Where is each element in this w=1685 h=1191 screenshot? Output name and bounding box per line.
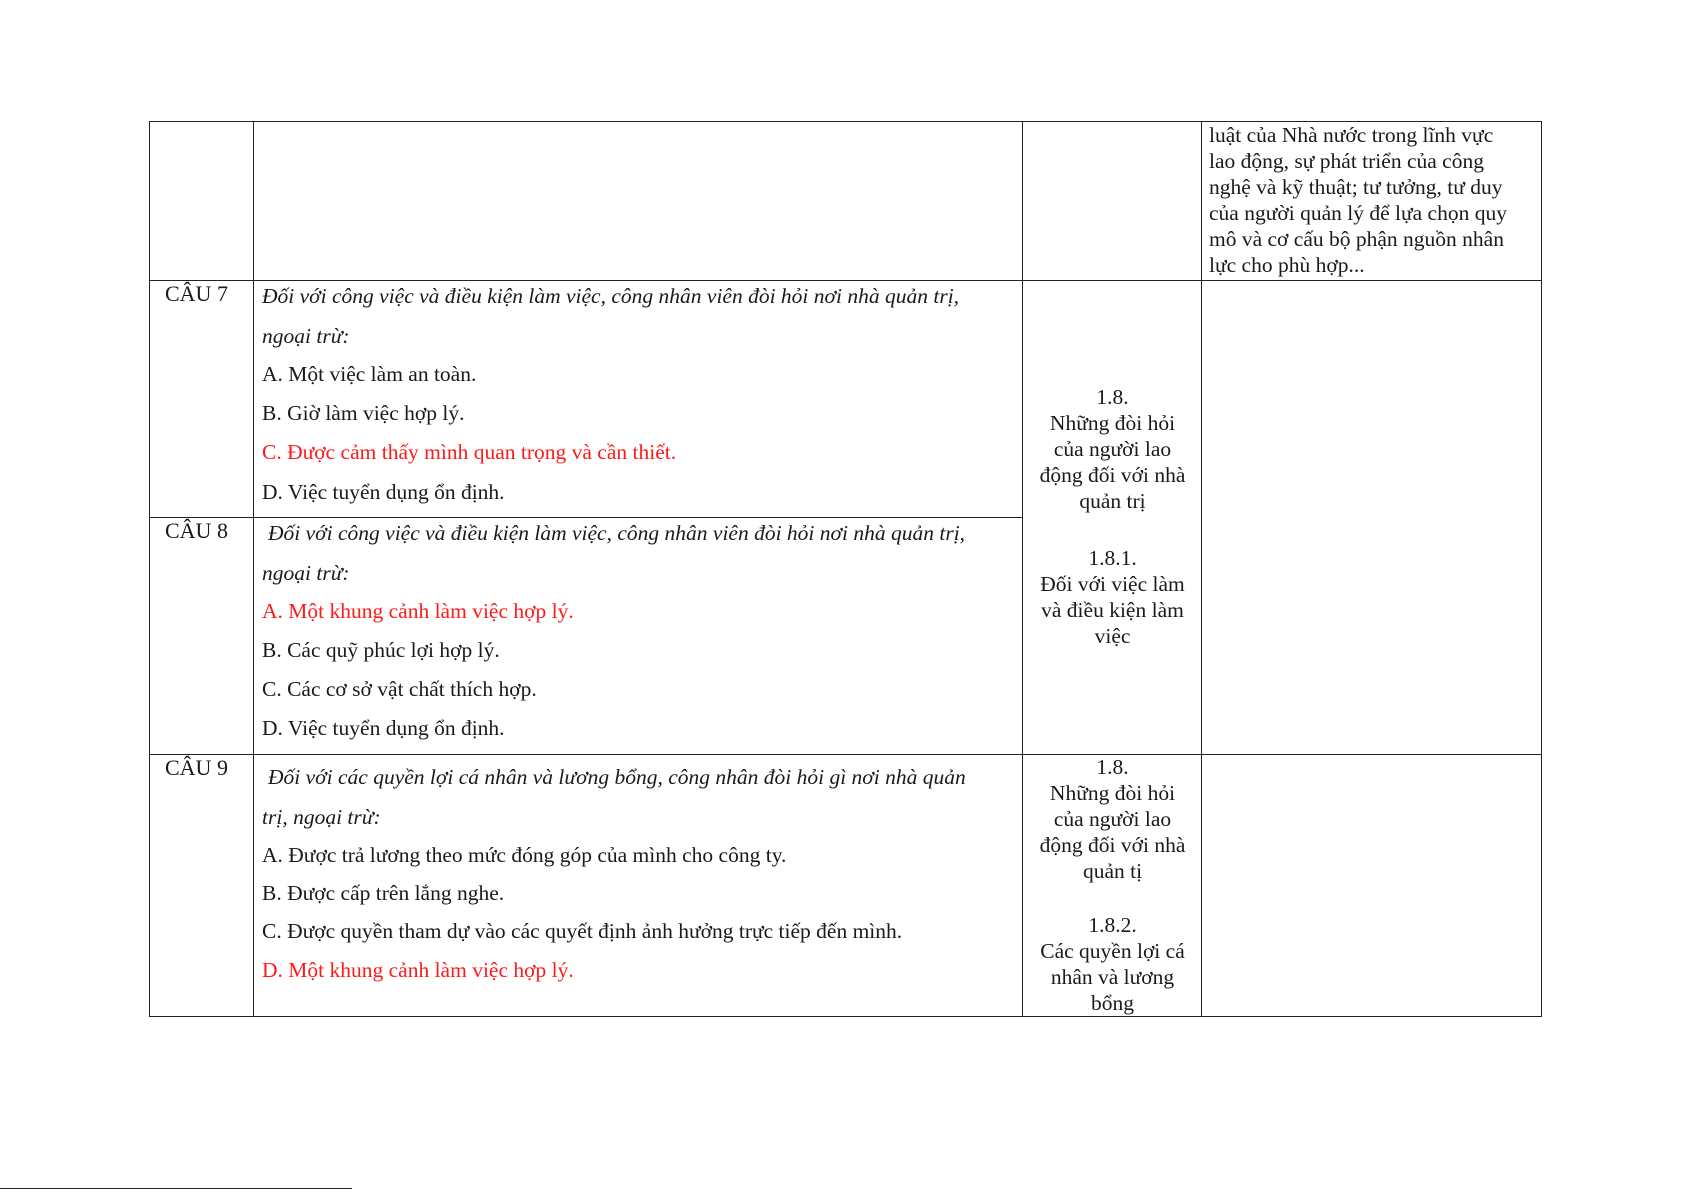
note-line: luật của Nhà nước trong lĩnh vực (1209, 123, 1494, 147)
stem-line: trị, ngoại trừ: (262, 805, 381, 829)
option-d: D. Việc tuyển dụng ổn định. (262, 480, 505, 504)
section-title-line: Những đòi hỏi (1049, 781, 1176, 805)
stem-line: ngoại trừ: (262, 561, 350, 585)
row-divider (150, 754, 1541, 755)
section-number: 1.8. (1096, 755, 1129, 779)
question-block (262, 757, 1012, 982)
subsection-title-line: bổng (1091, 991, 1134, 1015)
subsection-number: 1.8.1. (1088, 546, 1137, 570)
question-stem (262, 276, 1012, 356)
section-title-line: của người lao (1053, 807, 1172, 831)
option-c: C. Được quyền tham dự vào các quyết định ảnh hưởng trực tiếp đến mình. (262, 919, 903, 943)
option-a: A. Được trả lương theo mức đóng góp của mình cho công ty. (262, 843, 787, 867)
question-stem (262, 513, 1012, 593)
note-line: nghệ và kỹ thuật; tư tưởng, tư duy (1209, 175, 1503, 199)
question-stem (262, 757, 1012, 837)
option-c: C. Các cơ sở vật chất thích hợp. (262, 677, 537, 701)
stem-line: Đối với công việc và điều kiện làm việc, công nhân viên đòi hỏi nơi nhà quản trị, (268, 521, 966, 545)
option-a-correct: A. Một khung cảnh làm việc hợp lý. (262, 599, 574, 623)
note-line: mô và cơ cấu bộ phận nguồn nhân (1209, 227, 1504, 251)
question-label: CÂU 8 (165, 518, 228, 543)
question-label: CÂU 7 (165, 281, 228, 306)
option-b: B. Giờ làm việc hợp lý. (262, 401, 465, 425)
option-c-correct: C. Được cảm thấy mình quan trọng và cần thiết. (262, 440, 677, 464)
section-title-line: quản tị (1082, 859, 1143, 883)
footnote-separator (0, 1188, 352, 1189)
subsection-title-line: Các quyền lợi cá (1040, 939, 1185, 963)
option-b: B. Các quỹ phúc lợi hợp lý. (262, 638, 500, 662)
question-label: CÂU 9 (165, 755, 228, 780)
note-line: lao động, sự phát triển của công (1209, 149, 1484, 173)
option-d-correct: D. Một khung cảnh làm việc hợp lý. (262, 958, 574, 982)
note-line: của người quản lý để lựa chọn quy (1209, 201, 1507, 225)
section-title-line: động đối với nhà (1039, 463, 1186, 487)
section-title-line: động đối với nhà (1039, 833, 1186, 857)
section-number: 1.8. (1096, 385, 1129, 409)
subsection-title-line: Đối với việc làm (1040, 572, 1185, 596)
stem-line: Đối với các quyền lợi cá nhân và lương bổng, công nhân đòi hỏi gì nơi nhà quản (268, 765, 966, 789)
option-a: A. Một việc làm an toàn. (262, 362, 477, 386)
question-table (149, 121, 1542, 1017)
stem-line: Đối với công việc và điều kiện làm việc, công nhân viên đòi hỏi nơi nhà quản trị, (262, 284, 960, 308)
column-divider (1022, 122, 1023, 1016)
subsection-title-line: nhân và lương (1050, 965, 1175, 989)
option-d: D. Việc tuyển dụng ổn định. (262, 716, 505, 740)
column-divider (253, 122, 254, 1016)
section-title-line: quản trị (1079, 489, 1146, 513)
subsection-title-line: và điều kiện làm (1041, 598, 1184, 622)
question-block (262, 513, 1012, 740)
section-title-line: của người lao (1053, 437, 1172, 461)
note-line: lực cho phù hợp... (1209, 253, 1365, 277)
section-title-line: Những đòi hỏi (1049, 411, 1176, 435)
section-reference (1024, 754, 1201, 1016)
continuation-note (1209, 122, 1532, 278)
subsection-number: 1.8.2. (1088, 913, 1137, 937)
stem-line: ngoại trừ: (262, 324, 350, 348)
subsection-title-line: việc (1094, 624, 1131, 648)
column-divider (1201, 122, 1202, 1016)
option-b: B. Được cấp trên lắng nghe. (262, 881, 505, 905)
section-reference (1024, 384, 1201, 649)
question-block (262, 276, 1012, 504)
